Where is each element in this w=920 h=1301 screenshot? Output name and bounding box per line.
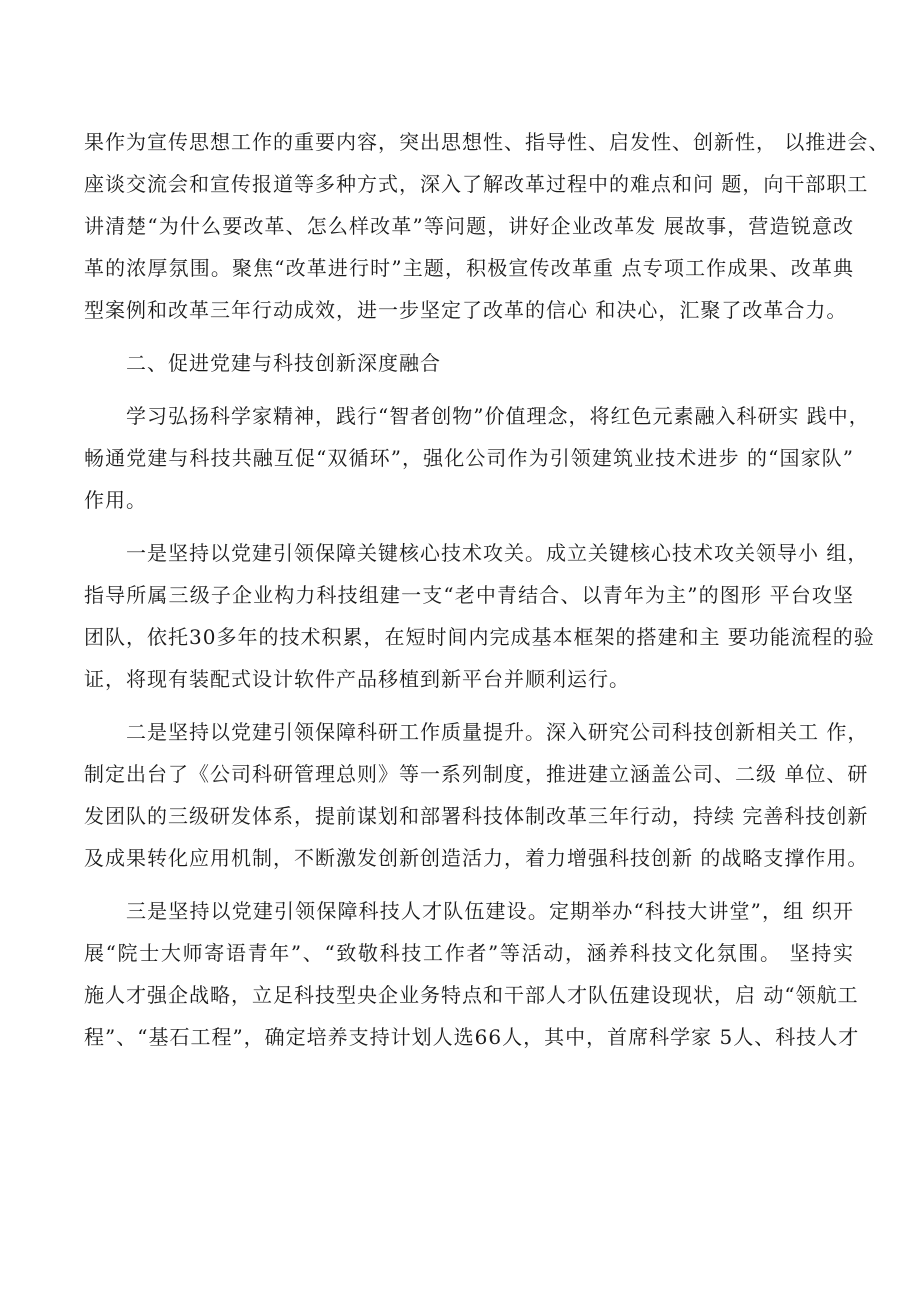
paragraph-talent — [84, 890, 860, 1058]
section-heading: 二、促进党建与科技创新深度融合 — [126, 351, 441, 375]
text-line: 制定出台了《公司科研管理总则》等一系列制度，推进建立涵盖公司、二级 单位、研 — [84, 762, 869, 786]
text-line: 团队，依托30多年的技术积累，在短时间内完成基本框架的搭建和主 要功能流程的验 — [84, 625, 875, 649]
text-line: 学习弘扬科学家精神，践行“智者创物”价值理念，将红色元素融入科研实 践中， — [126, 404, 870, 428]
text-line: 型案例和改革三年行动成效，进一步坚定了改革的信心 和决心，汇聚了改革合力。 — [84, 298, 848, 322]
text-line: 革的浓厚氛围。聚焦“改革进行时”主题，积极宣传改革重 点专项工作成果、改革典 — [84, 256, 854, 280]
text-line: 二是坚持以党建引领保障科研工作质量提升。深入研究公司科技创新相关工 作， — [126, 720, 869, 744]
paragraph-intro — [84, 395, 870, 521]
text-line: 果作为宣传思想工作的重要内容，突出思想性、指导性、启发性、创新性， 以推进会、 — [84, 130, 890, 154]
text-line: 一是坚持以党建引领保障关键核心技术攻关。成立关键核心技术攻关领导小 组， — [126, 541, 869, 565]
text-line: 及成果转化应用机制，不断激发创新创造活力，着力增强科技创新 的战略支撑作用。 — [84, 846, 869, 870]
paragraph-research-quality — [84, 711, 869, 879]
text-line: 发团队的三级研发体系，提前谋划和部署科技体制改革三年行动，持续 完善科技创新 — [84, 804, 869, 828]
text-line: 三是坚持以党建引领保障科技人才队伍建设。定期举办“科技大讲堂”，组 织开 — [126, 899, 854, 923]
text-line: 畅通党建与科技共融互促“双循环”，强化公司作为引领建筑业技术进步 的“国家队” — [84, 446, 854, 470]
paragraph-core-tech — [84, 532, 875, 700]
document-body — [84, 121, 890, 1058]
text-line: 程”、“基石工程”，确定培养支持计划人选66人，其中，首席科学家 5人、科技人才 — [84, 1025, 860, 1049]
text-line: 座谈交流会和宣传报道等多种方式，深入了解改革过程中的难点和问 题，向干部职工 — [84, 172, 869, 196]
text-line: 作用。 — [84, 488, 147, 512]
text-line: 证，将现有装配式设计软件产品移植到新平台并顺利运行。 — [84, 667, 630, 691]
text-line: 讲清楚“为什么要改革、怎么样改革”等问题，讲好企业改革发 展故事，营造锐意改 — [84, 214, 854, 238]
text-line: 施人才强企战略，立足科技型央企业务特点和干部人才队伍建设现状，启 动“领航工 — [84, 983, 859, 1007]
paragraph-reform-publicity — [84, 121, 890, 331]
text-line: 展“院士大师寄语青年”、“致敬科技工作者”等活动，涵养科技文化氛围。 坚持实 — [84, 941, 854, 965]
text-line: 指导所属三级子企业构力科技组建一支“老中青结合、以青年为主”的图形 平台攻坚 — [84, 583, 854, 607]
